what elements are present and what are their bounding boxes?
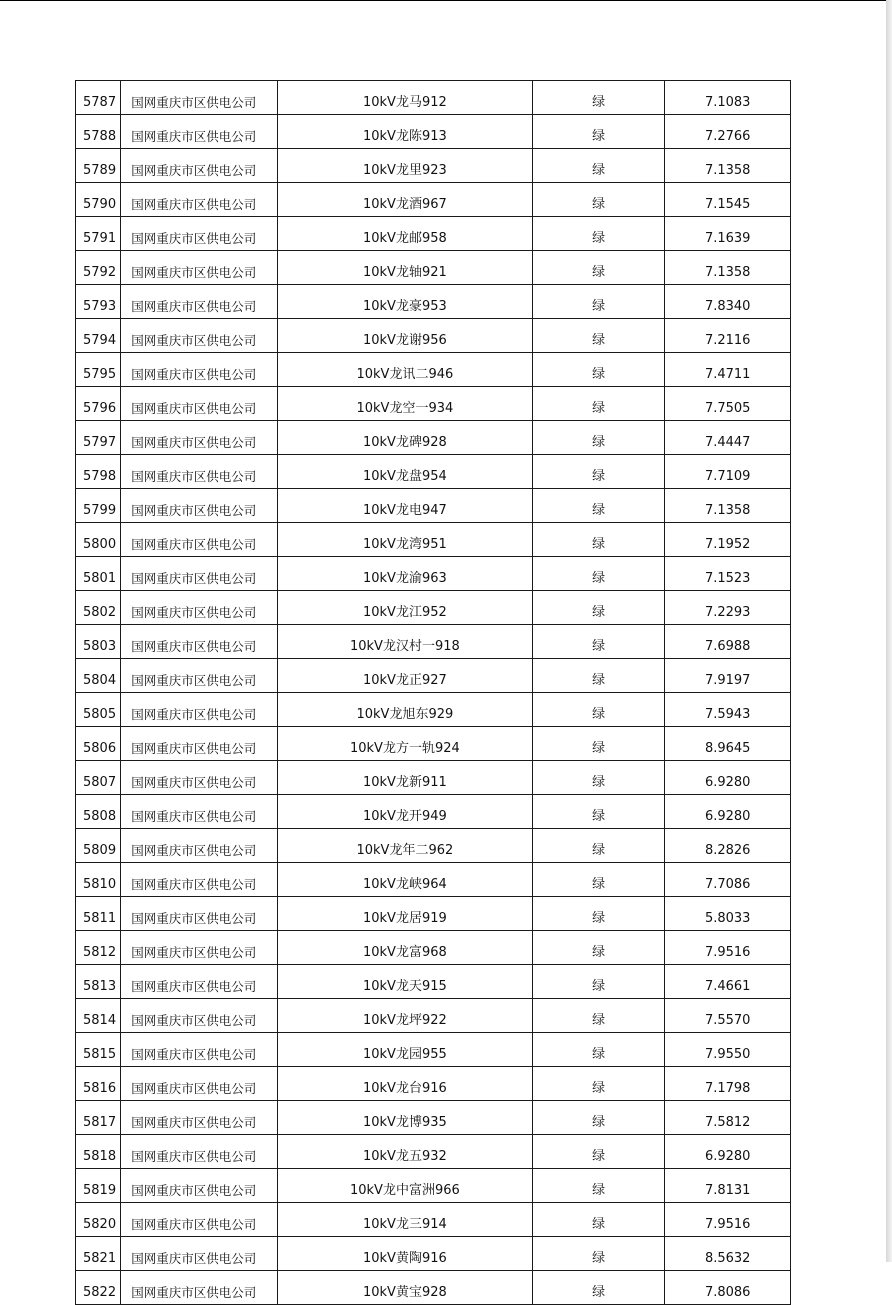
table-row — [76, 217, 791, 251]
line-name-cell: 10kV龙渝963 — [277, 557, 532, 591]
status-cell: 绿 — [532, 829, 665, 863]
value-cell: 7.4661 — [665, 965, 791, 999]
value-cell: 6.9280 — [665, 761, 791, 795]
table-row — [76, 693, 791, 727]
company-cell: 国网重庆市区供电公司 — [121, 795, 278, 829]
row-id-cell: 5807 — [76, 761, 121, 795]
line-name-cell: 10kV龙轴921 — [277, 251, 532, 285]
table-row — [76, 81, 791, 115]
value-cell: 7.7505 — [665, 387, 791, 421]
company-cell: 国网重庆市区供电公司 — [121, 761, 278, 795]
value-cell: 7.8131 — [665, 1169, 791, 1203]
value-cell: 7.5812 — [665, 1101, 791, 1135]
table-row — [76, 285, 791, 319]
company-cell: 国网重庆市区供电公司 — [121, 421, 278, 455]
row-id-cell: 5808 — [76, 795, 121, 829]
value-cell: 7.9550 — [665, 1033, 791, 1067]
row-id-cell: 5797 — [76, 421, 121, 455]
row-id-cell: 5810 — [76, 863, 121, 897]
company-cell: 国网重庆市区供电公司 — [121, 1203, 278, 1237]
value-cell: 7.4447 — [665, 421, 791, 455]
line-name-cell: 10kV龙居919 — [277, 897, 532, 931]
status-cell: 绿 — [532, 183, 665, 217]
row-id-cell: 5804 — [76, 659, 121, 693]
table-row — [76, 863, 791, 897]
status-cell: 绿 — [532, 115, 665, 149]
line-name-cell: 10kV龙盘954 — [277, 455, 532, 489]
status-cell: 绿 — [532, 251, 665, 285]
row-id-cell: 5799 — [76, 489, 121, 523]
value-cell: 7.1358 — [665, 489, 791, 523]
row-id-cell: 5793 — [76, 285, 121, 319]
table-row — [76, 761, 791, 795]
company-cell: 国网重庆市区供电公司 — [121, 727, 278, 761]
line-name-cell: 10kV龙豪953 — [277, 285, 532, 319]
company-cell: 国网重庆市区供电公司 — [121, 523, 278, 557]
row-id-cell: 5790 — [76, 183, 121, 217]
line-name-cell: 10kV龙台916 — [277, 1067, 532, 1101]
value-cell: 7.1952 — [665, 523, 791, 557]
line-name-cell: 10kV龙峡964 — [277, 863, 532, 897]
line-name-cell: 10kV黄陶916 — [277, 1237, 532, 1271]
status-cell: 绿 — [532, 965, 665, 999]
table-row — [76, 183, 791, 217]
value-cell: 7.1798 — [665, 1067, 791, 1101]
value-cell: 7.9197 — [665, 659, 791, 693]
company-cell: 国网重庆市区供电公司 — [121, 319, 278, 353]
status-cell: 绿 — [532, 149, 665, 183]
table-row — [76, 1169, 791, 1203]
row-id-cell: 5789 — [76, 149, 121, 183]
status-cell: 绿 — [532, 523, 665, 557]
line-name-cell: 10kV龙陈913 — [277, 115, 532, 149]
company-cell: 国网重庆市区供电公司 — [121, 591, 278, 625]
company-cell: 国网重庆市区供电公司 — [121, 863, 278, 897]
row-id-cell: 5817 — [76, 1101, 121, 1135]
company-cell: 国网重庆市区供电公司 — [121, 965, 278, 999]
table-row — [76, 659, 791, 693]
line-name-cell: 10kV龙讯二946 — [277, 353, 532, 387]
page-top-border — [0, 0, 886, 1]
row-id-cell: 5800 — [76, 523, 121, 557]
value-cell: 7.9516 — [665, 931, 791, 965]
status-cell: 绿 — [532, 387, 665, 421]
company-cell: 国网重庆市区供电公司 — [121, 557, 278, 591]
status-cell: 绿 — [532, 81, 665, 115]
table-row — [76, 829, 791, 863]
line-name-cell: 10kV龙马912 — [277, 81, 532, 115]
row-id-cell: 5794 — [76, 319, 121, 353]
company-cell: 国网重庆市区供电公司 — [121, 217, 278, 251]
line-name-cell: 10kV龙里923 — [277, 149, 532, 183]
status-cell: 绿 — [532, 931, 665, 965]
line-name-cell: 10kV龙中富洲966 — [277, 1169, 532, 1203]
company-cell: 国网重庆市区供电公司 — [121, 81, 278, 115]
table-row — [76, 557, 791, 591]
row-id-cell: 5811 — [76, 897, 121, 931]
value-cell: 7.2293 — [665, 591, 791, 625]
row-id-cell: 5814 — [76, 999, 121, 1033]
line-name-cell: 10kV龙谢956 — [277, 319, 532, 353]
value-cell: 7.8340 — [665, 285, 791, 319]
company-cell: 国网重庆市区供电公司 — [121, 183, 278, 217]
row-id-cell: 5806 — [76, 727, 121, 761]
company-cell: 国网重庆市区供电公司 — [121, 251, 278, 285]
company-cell: 国网重庆市区供电公司 — [121, 1135, 278, 1169]
status-cell: 绿 — [532, 455, 665, 489]
status-cell: 绿 — [532, 285, 665, 319]
table-row — [76, 1237, 791, 1271]
company-cell: 国网重庆市区供电公司 — [121, 285, 278, 319]
status-cell: 绿 — [532, 1135, 665, 1169]
company-cell: 国网重庆市区供电公司 — [121, 489, 278, 523]
status-cell: 绿 — [532, 217, 665, 251]
table-row — [76, 897, 791, 931]
line-name-cell: 10kV龙碑928 — [277, 421, 532, 455]
line-name-cell: 10kV龙园955 — [277, 1033, 532, 1067]
status-cell: 绿 — [532, 1169, 665, 1203]
table-row — [76, 795, 791, 829]
value-cell: 7.2116 — [665, 319, 791, 353]
value-cell: 7.6988 — [665, 625, 791, 659]
value-cell: 7.1523 — [665, 557, 791, 591]
status-cell: 绿 — [532, 999, 665, 1033]
company-cell: 国网重庆市区供电公司 — [121, 149, 278, 183]
data-table — [75, 80, 791, 1305]
status-cell: 绿 — [532, 897, 665, 931]
status-cell: 绿 — [532, 693, 665, 727]
status-cell: 绿 — [532, 659, 665, 693]
row-id-cell: 5792 — [76, 251, 121, 285]
table-row — [76, 625, 791, 659]
line-name-cell: 10kV龙酒967 — [277, 183, 532, 217]
line-name-cell: 10kV龙天915 — [277, 965, 532, 999]
line-name-cell: 10kV龙邮958 — [277, 217, 532, 251]
status-cell: 绿 — [532, 1203, 665, 1237]
line-name-cell: 10kV龙新911 — [277, 761, 532, 795]
line-name-cell: 10kV龙年二962 — [277, 829, 532, 863]
company-cell: 国网重庆市区供电公司 — [121, 659, 278, 693]
company-cell: 国网重庆市区供电公司 — [121, 353, 278, 387]
line-name-cell: 10kV黄宝928 — [277, 1271, 532, 1305]
company-cell: 国网重庆市区供电公司 — [121, 387, 278, 421]
value-cell: 8.5632 — [665, 1237, 791, 1271]
line-name-cell: 10kV龙方一轨924 — [277, 727, 532, 761]
line-name-cell: 10kV龙空一934 — [277, 387, 532, 421]
table-row — [76, 1135, 791, 1169]
company-cell: 国网重庆市区供电公司 — [121, 999, 278, 1033]
table-row — [76, 251, 791, 285]
table-row — [76, 455, 791, 489]
row-id-cell: 5805 — [76, 693, 121, 727]
table-row — [76, 421, 791, 455]
status-cell: 绿 — [532, 319, 665, 353]
table-row — [76, 999, 791, 1033]
line-name-cell: 10kV龙电947 — [277, 489, 532, 523]
table-row — [76, 727, 791, 761]
status-cell: 绿 — [532, 1237, 665, 1271]
value-cell: 7.5943 — [665, 693, 791, 727]
value-cell: 7.1083 — [665, 81, 791, 115]
table-row — [76, 115, 791, 149]
table-row — [76, 149, 791, 183]
line-name-cell: 10kV龙江952 — [277, 591, 532, 625]
value-cell: 6.9280 — [665, 1135, 791, 1169]
table-row — [76, 931, 791, 965]
line-name-cell: 10kV龙汉村一918 — [277, 625, 532, 659]
status-cell: 绿 — [532, 727, 665, 761]
row-id-cell: 5818 — [76, 1135, 121, 1169]
value-cell: 7.4711 — [665, 353, 791, 387]
value-cell: 7.9516 — [665, 1203, 791, 1237]
line-name-cell: 10kV龙五932 — [277, 1135, 532, 1169]
company-cell: 国网重庆市区供电公司 — [121, 1271, 278, 1305]
value-cell: 6.9280 — [665, 795, 791, 829]
row-id-cell: 5796 — [76, 387, 121, 421]
table-row — [76, 591, 791, 625]
row-id-cell: 5787 — [76, 81, 121, 115]
row-id-cell: 5820 — [76, 1203, 121, 1237]
value-cell: 7.2766 — [665, 115, 791, 149]
company-cell: 国网重庆市区供电公司 — [121, 897, 278, 931]
company-cell: 国网重庆市区供电公司 — [121, 1033, 278, 1067]
status-cell: 绿 — [532, 421, 665, 455]
line-name-cell: 10kV龙坪922 — [277, 999, 532, 1033]
value-cell: 7.1639 — [665, 217, 791, 251]
company-cell: 国网重庆市区供电公司 — [121, 829, 278, 863]
row-id-cell: 5813 — [76, 965, 121, 999]
row-id-cell: 5819 — [76, 1169, 121, 1203]
company-cell: 国网重庆市区供电公司 — [121, 1067, 278, 1101]
status-cell: 绿 — [532, 353, 665, 387]
row-id-cell: 5798 — [76, 455, 121, 489]
row-id-cell: 5803 — [76, 625, 121, 659]
status-cell: 绿 — [532, 625, 665, 659]
status-cell: 绿 — [532, 795, 665, 829]
value-cell: 7.1545 — [665, 183, 791, 217]
table-row — [76, 965, 791, 999]
table-row — [76, 523, 791, 557]
company-cell: 国网重庆市区供电公司 — [121, 1169, 278, 1203]
company-cell: 国网重庆市区供电公司 — [121, 1101, 278, 1135]
table-row — [76, 1271, 791, 1305]
row-id-cell: 5812 — [76, 931, 121, 965]
company-cell: 国网重庆市区供电公司 — [121, 693, 278, 727]
row-id-cell: 5802 — [76, 591, 121, 625]
status-cell: 绿 — [532, 863, 665, 897]
row-id-cell: 5788 — [76, 115, 121, 149]
row-id-cell: 5821 — [76, 1237, 121, 1271]
status-cell: 绿 — [532, 761, 665, 795]
value-cell: 7.1358 — [665, 251, 791, 285]
value-cell: 7.8086 — [665, 1271, 791, 1305]
value-cell: 7.7086 — [665, 863, 791, 897]
status-cell: 绿 — [532, 489, 665, 523]
table-row — [76, 1203, 791, 1237]
company-cell: 国网重庆市区供电公司 — [121, 625, 278, 659]
status-cell: 绿 — [532, 1271, 665, 1305]
row-id-cell: 5815 — [76, 1033, 121, 1067]
line-name-cell: 10kV龙旭东929 — [277, 693, 532, 727]
table-row — [76, 1101, 791, 1135]
status-cell: 绿 — [532, 591, 665, 625]
status-cell: 绿 — [532, 1033, 665, 1067]
status-cell: 绿 — [532, 1067, 665, 1101]
page-edge-shadow — [886, 0, 892, 1262]
status-cell: 绿 — [532, 557, 665, 591]
table-body — [76, 81, 791, 1305]
row-id-cell: 5795 — [76, 353, 121, 387]
company-cell: 国网重庆市区供电公司 — [121, 1237, 278, 1271]
line-name-cell: 10kV龙三914 — [277, 1203, 532, 1237]
row-id-cell: 5791 — [76, 217, 121, 251]
line-name-cell: 10kV龙正927 — [277, 659, 532, 693]
value-cell: 7.5570 — [665, 999, 791, 1033]
table-row — [76, 489, 791, 523]
value-cell: 7.1358 — [665, 149, 791, 183]
line-name-cell: 10kV龙开949 — [277, 795, 532, 829]
row-id-cell: 5801 — [76, 557, 121, 591]
table-row — [76, 319, 791, 353]
value-cell: 8.9645 — [665, 727, 791, 761]
table-row — [76, 1067, 791, 1101]
value-cell: 7.7109 — [665, 455, 791, 489]
line-name-cell: 10kV龙博935 — [277, 1101, 532, 1135]
row-id-cell: 5809 — [76, 829, 121, 863]
company-cell: 国网重庆市区供电公司 — [121, 115, 278, 149]
company-cell: 国网重庆市区供电公司 — [121, 455, 278, 489]
table-row — [76, 353, 791, 387]
company-cell: 国网重庆市区供电公司 — [121, 931, 278, 965]
line-name-cell: 10kV龙富968 — [277, 931, 532, 965]
status-cell: 绿 — [532, 1101, 665, 1135]
value-cell: 8.2826 — [665, 829, 791, 863]
table-row — [76, 1033, 791, 1067]
table-row — [76, 387, 791, 421]
row-id-cell: 5816 — [76, 1067, 121, 1101]
value-cell: 5.8033 — [665, 897, 791, 931]
line-name-cell: 10kV龙湾951 — [277, 523, 532, 557]
row-id-cell: 5822 — [76, 1271, 121, 1305]
